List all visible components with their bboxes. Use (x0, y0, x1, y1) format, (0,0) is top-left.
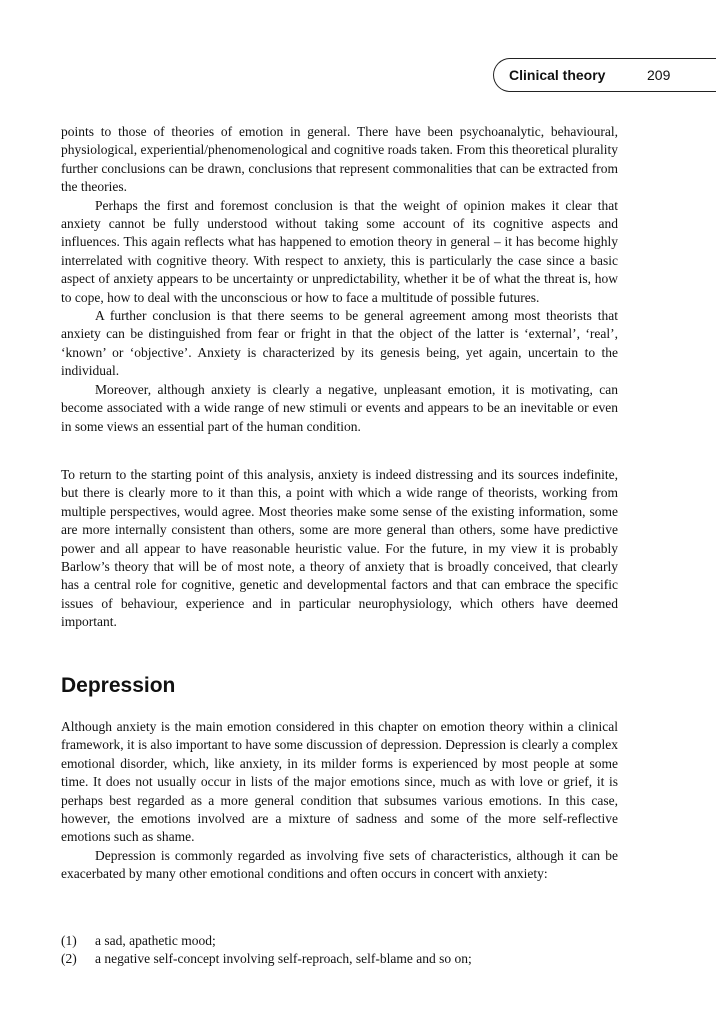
list-item (61, 950, 618, 968)
list-item (61, 932, 618, 950)
paragraph: Although anxiety is the main emotion considered in this chapter on emotion theory within a clinical framework, it is also important to have some discussion of depression. Depression is clearly a complex emotional disorder, which, like anxiety, in its milder forms is experienced by most people at some time. It does not usually occur in lists of the major emotions since, much as with love or grief, it is perhaps best regarded as a more general condition that subsumes various emotions. In this case, however, the emotions involved are a mixture of sadness and some of the more self-reflective emotions such as shame. (61, 719, 618, 845)
list-item-number: (2) (61, 951, 77, 967)
paragraph: Moreover, although anxiety is clearly a negative, unpleasant emotion, it is motivating, can become associated with a wide range of new stimuli or events and appears to be an inevitable or even in some views an essential part of the human condition. (61, 381, 618, 434)
list-item-text: a sad, apathetic mood; (95, 933, 216, 948)
paragraph: A further conclusion is that there seems to be general agreement among most theorists that anxiety can be distinguished from fear or fright in that the object of the latter is ‘external’, ‘real’, ‘known’ or ‘objective’. Anxiety is characterized by its genesis being, yet again, uncertain to the individual. (61, 308, 618, 379)
characteristics-list (61, 932, 618, 969)
paragraph: points to those of theories of emotion in general. There have been psychoanalytic, behavioural, physiological, experiential/phenomenological and cognitive roads taken. From this theoretical plurality further conclusions can be drawn, conclusions that represent commonalities that can be extracted from the theories. (61, 124, 618, 195)
paragraph: Depression is commonly regarded as involving five sets of characteristics, although it can be exacerbated by many other emotional conditions and often occurs in concert with anxiety: (61, 847, 618, 882)
section-anxiety-summary (61, 466, 618, 632)
list-item-number: (1) (61, 933, 77, 948)
section-heading: Depression (61, 674, 176, 697)
section-depression (61, 718, 618, 884)
paragraph: Perhaps the first and foremost conclusion is that the weight of opinion makes it clear that anxiety cannot be fully understood without taking some account of its cognitive aspects and influences. This again reflects what has happened to emotion theory in general – it has become highly interrelated with cognitive theory. With respect to anxiety, this is particularly the case since a basic aspect of anxiety appears to be uncertainty or unpredictability, whether it be of what the threat is, how to cope, how to deal with the unconscious or how to face a multitude of possible futures. (61, 197, 618, 305)
paragraph: To return to the starting point of this analysis, anxiety is indeed distressing and its sources indefinite, but there is clearly more to it than this, a point with which a wide range of theorists, working from multiple perspectives, would agree. Most theories make some sense of the existing information, some are more internally consistent than others, some are more general than others, some have predictive power and all appear to have reasonable heuristic value. For the future, in my view it is probably Barlow’s theory that will be of most note, a theory of anxiety that is broadly conceived, that clearly has a central role for cognitive, genetic and developmental factors and that can embrace the specific issues of behaviour, experience and in particular neurophysiology, which others have deemed important. (61, 467, 618, 630)
section-anxiety-conclusions (61, 123, 618, 436)
running-head-title: Clinical theory (509, 67, 606, 83)
page-number: 209 (647, 67, 671, 83)
running-head (493, 58, 716, 94)
list-item-text: a negative self-concept involving self-reproach, self-blame and so on; (95, 951, 472, 967)
